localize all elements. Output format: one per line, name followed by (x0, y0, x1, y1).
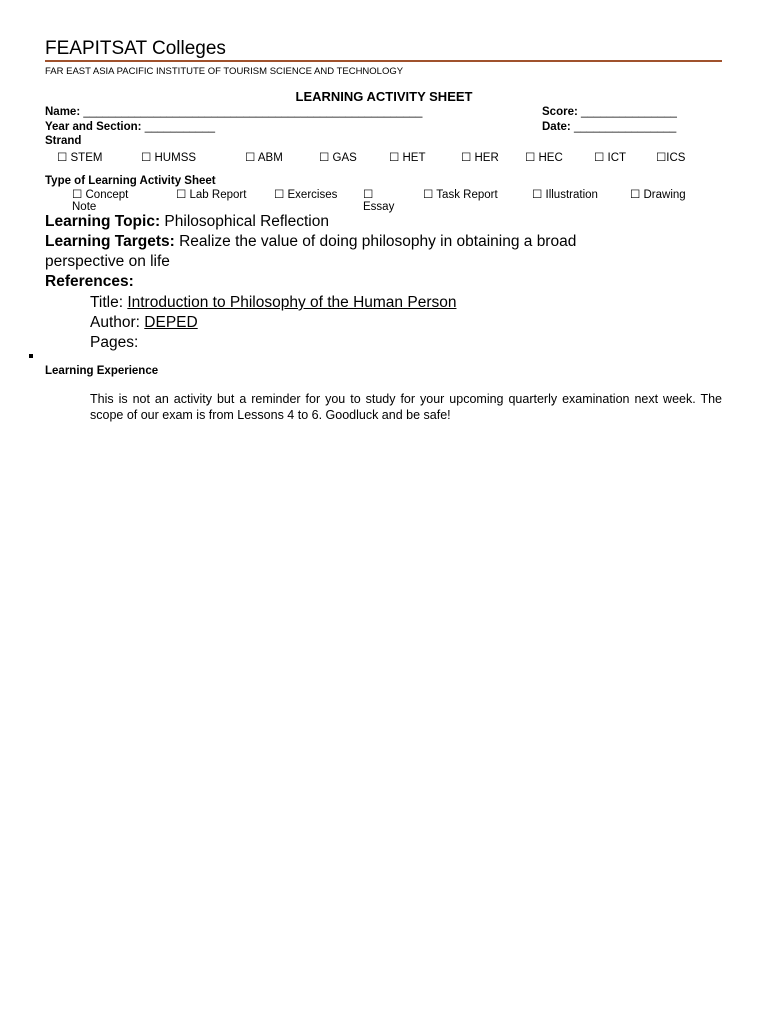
year-section-label: Year and Section: (45, 121, 142, 133)
reference-pages-label: Pages: (90, 334, 139, 351)
strand-option-her[interactable]: ☐ HER (461, 152, 499, 164)
strand-label: Strand (45, 135, 82, 147)
header-rule (45, 60, 722, 62)
type-option-illustration[interactable]: ☐ Illustration (532, 189, 598, 201)
year-section-field (45, 121, 215, 133)
name-line: _____________________________________________________ (83, 106, 423, 118)
type-option-concept-note[interactable] (72, 187, 128, 213)
date-line: ________________ (573, 121, 677, 133)
learning-topic-value: Philosophical Reflection (164, 213, 329, 230)
reference-title-value: Introduction to Philosophy of the Human Person (127, 294, 457, 311)
reference-title (90, 294, 456, 312)
strand-option-ics[interactable]: ☐ICS (656, 152, 686, 164)
org-name: FEAPITSAT Colleges (45, 38, 226, 59)
essay-line2: Essay (363, 201, 395, 213)
reference-title-label: Title: (90, 294, 124, 311)
sheet-title: LEARNING ACTIVITY SHEET (295, 89, 473, 104)
type-option-essay[interactable] (363, 187, 394, 213)
learning-topic-label: Learning Topic: (45, 213, 161, 230)
reference-author-label: Author: (90, 314, 140, 331)
type-label: Type of Learning Activity Sheet (45, 175, 216, 187)
bullet-marker (29, 354, 33, 358)
reference-author-value: DEPED (144, 314, 198, 331)
type-option-drawing[interactable]: ☐ Drawing (630, 189, 686, 201)
name-field (45, 106, 422, 118)
learning-targets (45, 233, 576, 251)
score-field (542, 106, 677, 118)
learning-targets-value-2: perspective on life (45, 253, 170, 270)
strand-option-hec[interactable]: ☐ HEC (525, 152, 563, 164)
learning-targets-value-1: Realize the value of doing philosophy in obtaining a broad (179, 233, 577, 250)
learning-topic (45, 213, 329, 231)
date-field (542, 121, 676, 133)
strand-option-het[interactable]: ☐ HET (389, 152, 426, 164)
learning-targets-label: Learning Targets: (45, 233, 175, 250)
concept-note-line1: ☐ Concept (72, 189, 129, 201)
essay-line1: ☐ (363, 189, 374, 201)
concept-note-line2: Note (72, 201, 97, 213)
reference-author (90, 314, 198, 332)
learning-experience-label: Learning Experience (45, 365, 159, 377)
type-option-task-report[interactable]: ☐ Task Report (423, 189, 498, 201)
strand-option-stem[interactable]: ☐ STEM (57, 152, 103, 164)
year-section-line: ___________ (144, 121, 216, 133)
strand-option-ict[interactable]: ☐ ICT (594, 152, 627, 164)
type-option-exercises[interactable]: ☐ Exercises (274, 189, 338, 201)
type-option-lab-report[interactable]: ☐ Lab Report (176, 189, 247, 201)
strand-option-humss[interactable]: ☐ HUMSS (141, 152, 197, 164)
score-label: Score: (542, 106, 578, 118)
org-full-name: FAR EAST ASIA PACIFIC INSTITUTE OF TOURISM SCIENCE AND TECHNOLOGY (45, 66, 404, 77)
references-label: References: (45, 273, 134, 290)
strand-option-gas[interactable]: ☐ GAS (319, 152, 357, 164)
score-line: _______________ (581, 106, 677, 118)
strand-option-abm[interactable]: ☐ ABM (245, 152, 283, 164)
learning-experience-text: This is not an activity but a reminder for you to study for your upcoming quarterly examination next week. The scope of our exam is from Lessons 4 to 6. Goodluck and be safe! (90, 392, 722, 422)
date-label: Date: (542, 121, 571, 133)
name-label: Name: (45, 106, 81, 118)
